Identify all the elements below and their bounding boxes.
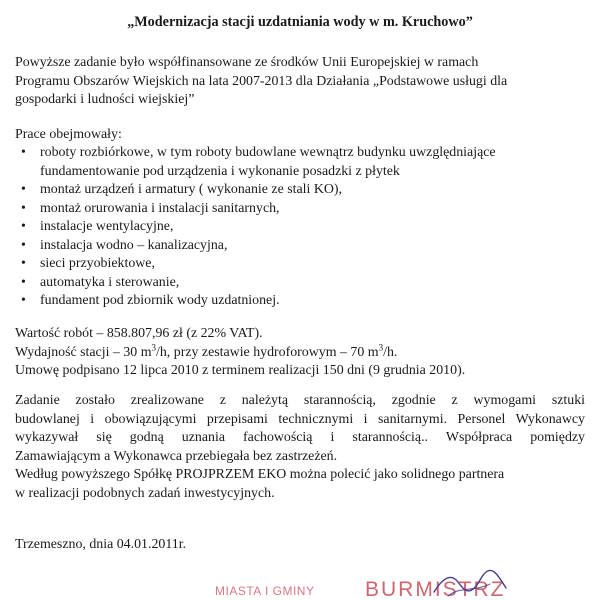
works-heading: Prace obejmowały: [15, 127, 122, 142]
closing-line: Zadanie zostało zrealizowane z należytą starannością, zgodnie z wymogami sztuki [15, 393, 585, 408]
list-item [15, 200, 585, 219]
signature-icon [430, 568, 510, 600]
capacity-line [15, 341, 585, 363]
place-and-date: Trzemeszno, dnia 04.01.2011r. [15, 537, 187, 552]
project-stats [15, 325, 585, 381]
intro-line: gospodarki i ludności wiejskiej” [15, 92, 195, 107]
value-line: Wartość robót – 858.807,96 zł (z 22% VAT). [15, 326, 263, 341]
intro-line: Powyższe zadanie było współfinansowane ze środków Unii Europejskiej w ramach [15, 55, 479, 70]
list-item-text: roboty rozbiórkowe, w tym roboty budowlane wewnątrz budynku uwzględniające [40, 145, 496, 160]
works-list [15, 144, 585, 311]
list-item-text: sieci przyobiektowe, [40, 256, 155, 271]
list-item-text: instalacje wentylacyjne, [40, 219, 174, 234]
closing-paragraph [15, 392, 585, 503]
list-item [15, 144, 585, 181]
capacity-text: Wydajność stacji – 30 m [15, 344, 152, 360]
bullet-icon: • [21, 219, 26, 234]
bullet-icon: • [21, 293, 26, 308]
bullet-icon: • [21, 145, 26, 160]
list-item-text: automatyka i sterowanie, [40, 274, 180, 290]
list-item [15, 292, 585, 311]
bullet-icon: • [21, 200, 26, 216]
stamp-big-text: BURMISTRZ [365, 578, 506, 600]
closing-line: Zamawiającym a Wykonawca przebiegała bez zastrzeżeń. [15, 448, 338, 464]
document-title: „Modernizacja stacji uzdatniania wody w m. Kruchowo” [127, 14, 473, 30]
intro-paragraph [15, 54, 585, 110]
list-item-text: montaż urządzeń i armatury ( wykonanie ze stali KO), [40, 182, 342, 197]
bullet-icon: • [21, 237, 26, 253]
closing-line: w realizacji podobnych zadań inwestycyjnych. [15, 485, 275, 501]
capacity-text: /h, przy zestawie hydroforowym – 70 m [156, 344, 379, 360]
list-item [15, 274, 585, 293]
intro-line: Programu Obszarów Wiejskich na lata 2007-2013 dla Działania „Podstawowe usługi dla [15, 73, 508, 89]
list-item [15, 181, 585, 200]
bullet-icon: • [21, 182, 26, 197]
contract-line: Umowę podpisano 12 lipca 2010 z terminem realizacji 150 dni (9 grudnia 2010). [15, 363, 466, 378]
signature-stroke [448, 584, 490, 596]
list-item [15, 237, 585, 256]
closing-line: wykazywał się godną uznania fachowością i starannością.. Współpraca pomiędzy [15, 430, 585, 445]
superscript: 3 [151, 341, 156, 352]
closing-line: Według powyższego Spółkę PROJPRZEM EKO można polecić jako solidnego partnera [15, 467, 505, 482]
list-item-text: instalacja wodno – kanalizacyjna, [40, 237, 228, 253]
bullet-icon: • [21, 256, 26, 271]
list-item-text: montaż orurowania i instalacji sanitarnych, [40, 200, 280, 216]
closing-line: budowlanej i obowiązującymi przepisami technicznymi i sanitarnymi. Personel Wykonawcy [15, 411, 585, 427]
superscript: 3 [378, 341, 384, 352]
list-item [15, 218, 585, 237]
list-item-text: fundament pod zbiornik wody uzdatnionej. [40, 293, 280, 308]
official-stamp [215, 574, 595, 600]
list-item [15, 255, 585, 274]
list-item-text: fundamentowanie pod urządzenia i wykonanie posadzki z płytek [40, 163, 400, 179]
bullet-icon: • [21, 274, 26, 290]
stamp-small-text: MIASTA I GMINY [215, 584, 315, 598]
capacity-text: /h. [383, 344, 398, 360]
